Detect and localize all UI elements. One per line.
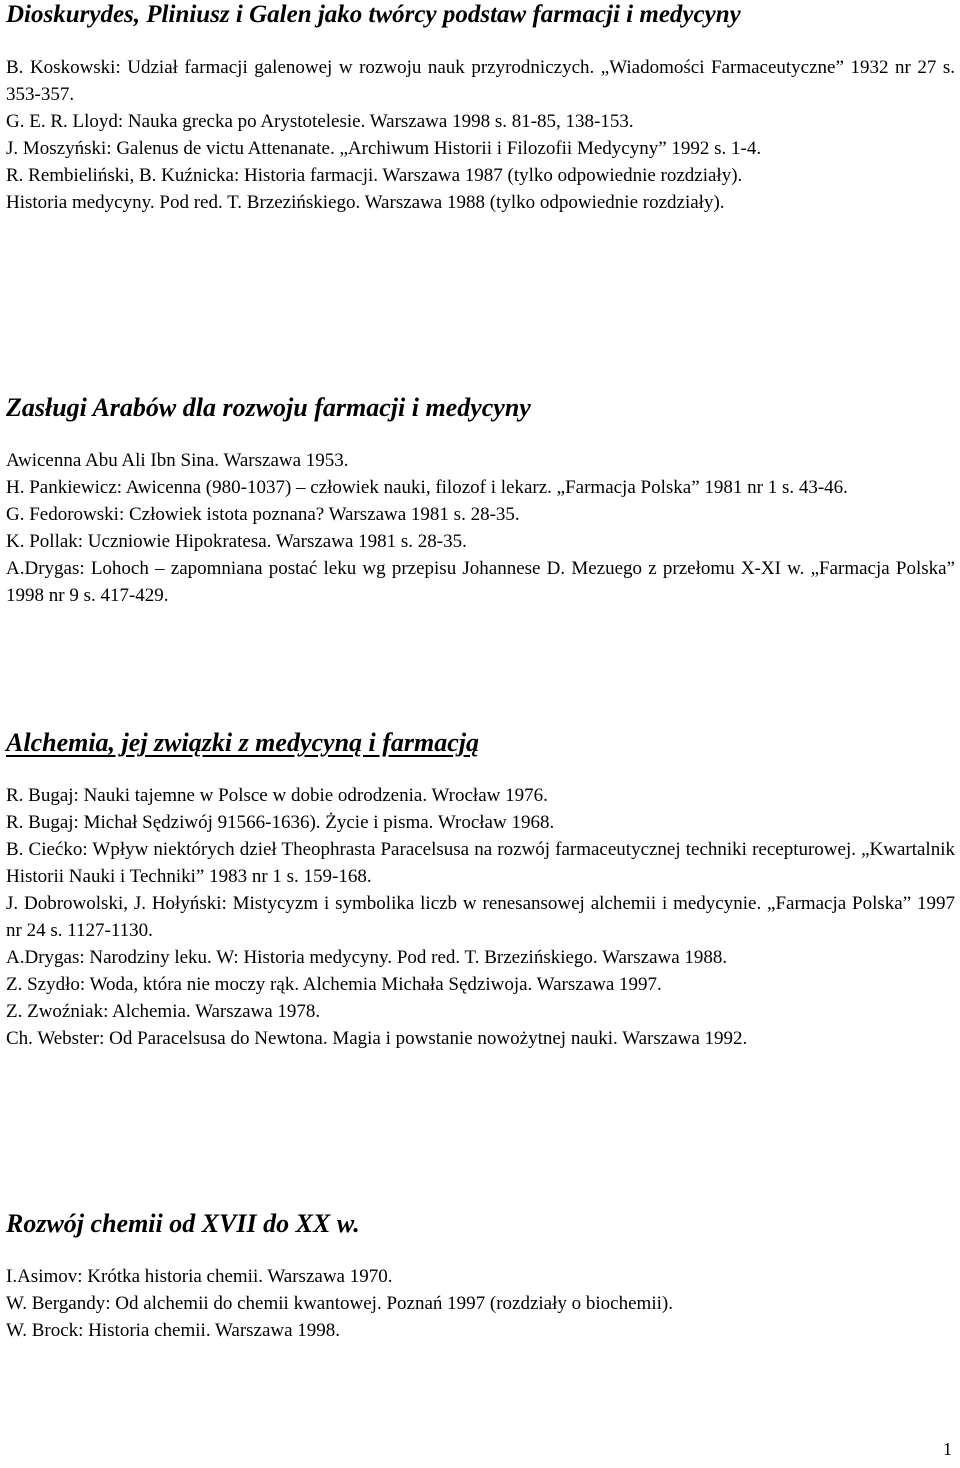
bibliography-entry: Z. Szydło: Woda, która nie moczy rąk. Alchemia Michała Sędziwoja. Warszawa 1997. [6, 974, 662, 995]
bibliography-entry: G. E. R. Lloyd: Nauka grecka po Arystotelesie. Warszawa 1998 s. 81-85, 138-153. [6, 111, 634, 132]
bibliography-entry: Awicenna Abu Ali Ibn Sina. Warszawa 1953. [6, 450, 349, 471]
page-number: 1 [943, 1439, 952, 1459]
bibliography-entry: J. Dobrowolski, J. Hołyński: Mistycyzm i symbolika liczb w renesansowej alchemii i medycynie. „Farmacja Polska” 1997 nr 24 s. 1127-1130. [6, 893, 955, 941]
bibliography-entry: J. Moszyński: Galenus de victu Attenanate. „Archiwum Historii i Filozofii Medycyny” 1992 s. 1-4. [6, 138, 762, 159]
bibliography-entry: R. Rembieliński, B. Kuźnicka: Historia farmacji. Warszawa 1987 (tylko odpowiednie rozdziały). [6, 165, 743, 186]
bibliography-entry: Z. Zwoźniak: Alchemia. Warszawa 1978. [6, 1001, 321, 1022]
bibliography-entry: A.Drygas: Lohoch – zapomniana postać leku wg przepisu Johannese D. Mezuego z przełomu X-XI w. „Farmacja Polska” 1998 nr 9 s. 417-429. [6, 558, 955, 606]
section-chemistry [6, 1209, 955, 1344]
bibliography-entry: K. Pollak: Uczniowie Hipokratesa. Warszawa 1981 s. 28-35. [6, 531, 467, 552]
bibliography-entry: R. Bugaj: Michał Sędziwój 91566-1636). Życie i pisma. Wrocław 1968. [6, 812, 555, 833]
section-alchemy [6, 728, 955, 1052]
bibliography-entry: B. Koskowski: Udział farmacji galenowej w rozwoju nauk przyrodniczych. „Wiadomości Farmaceutyczne” 1932 nr 27 s. 353-357. [6, 57, 955, 105]
bibliography-entry: B. Ciećko: Wpływ niektórych dzieł Theophrasta Paracelsusa na rozwój farmaceutycznej techniki recepturowej. „Kwartalnik Historii Nauki i Techniki” 1983 nr 1 s. 159-168. [6, 839, 955, 887]
section-heading: Zasługi Arabów dla rozwoju farmacji i medycyny [6, 393, 531, 422]
section-arabs [6, 393, 955, 609]
bibliography-entry: W. Bergandy: Od alchemii do chemii kwantowej. Poznań 1997 (rozdziały o biochemii). [6, 1293, 673, 1314]
section-heading: Rozwój chemii od XVII do XX w. [6, 1209, 360, 1238]
bibliography-entry: A.Drygas: Narodziny leku. W: Historia medycyny. Pod red. T. Brzezińskiego. Warszawa 1988. [6, 947, 728, 968]
bibliography-list [6, 782, 955, 1052]
section-heading: Alchemia, jej związki z medycyną i farmacją [6, 728, 480, 757]
bibliography-entry: Ch. Webster: Od Paracelsusa do Newtona. Magia i powstanie nowożytnej nauki. Warszawa 1992. [6, 1028, 748, 1049]
bibliography-entry: R. Bugaj: Nauki tajemne w Polsce w dobie odrodzenia. Wrocław 1976. [6, 785, 548, 806]
section-dioskurydes [6, 0, 955, 216]
section-heading: Dioskurydes, Pliniusz i Galen jako twórcy podstaw farmacji i medycyny [6, 1, 741, 28]
bibliography-list [6, 447, 955, 609]
bibliography-list [6, 1263, 955, 1344]
bibliography-entry: I.Asimov: Krótka historia chemii. Warszawa 1970. [6, 1266, 393, 1287]
bibliography-entry: W. Brock: Historia chemii. Warszawa 1998. [6, 1320, 341, 1341]
bibliography-entry: G. Fedorowski: Człowiek istota poznana? Warszawa 1981 s. 28-35. [6, 504, 520, 525]
bibliography-list [6, 54, 955, 216]
bibliography-entry: Historia medycyny. Pod red. T. Brzezińskiego. Warszawa 1988 (tylko odpowiednie rozdziały). [6, 192, 725, 213]
bibliography-entry: H. Pankiewicz: Awicenna (980-1037) – człowiek nauki, filozof i lekarz. „Farmacja Polska” 1981 nr 1 s. 43-46. [6, 477, 848, 498]
